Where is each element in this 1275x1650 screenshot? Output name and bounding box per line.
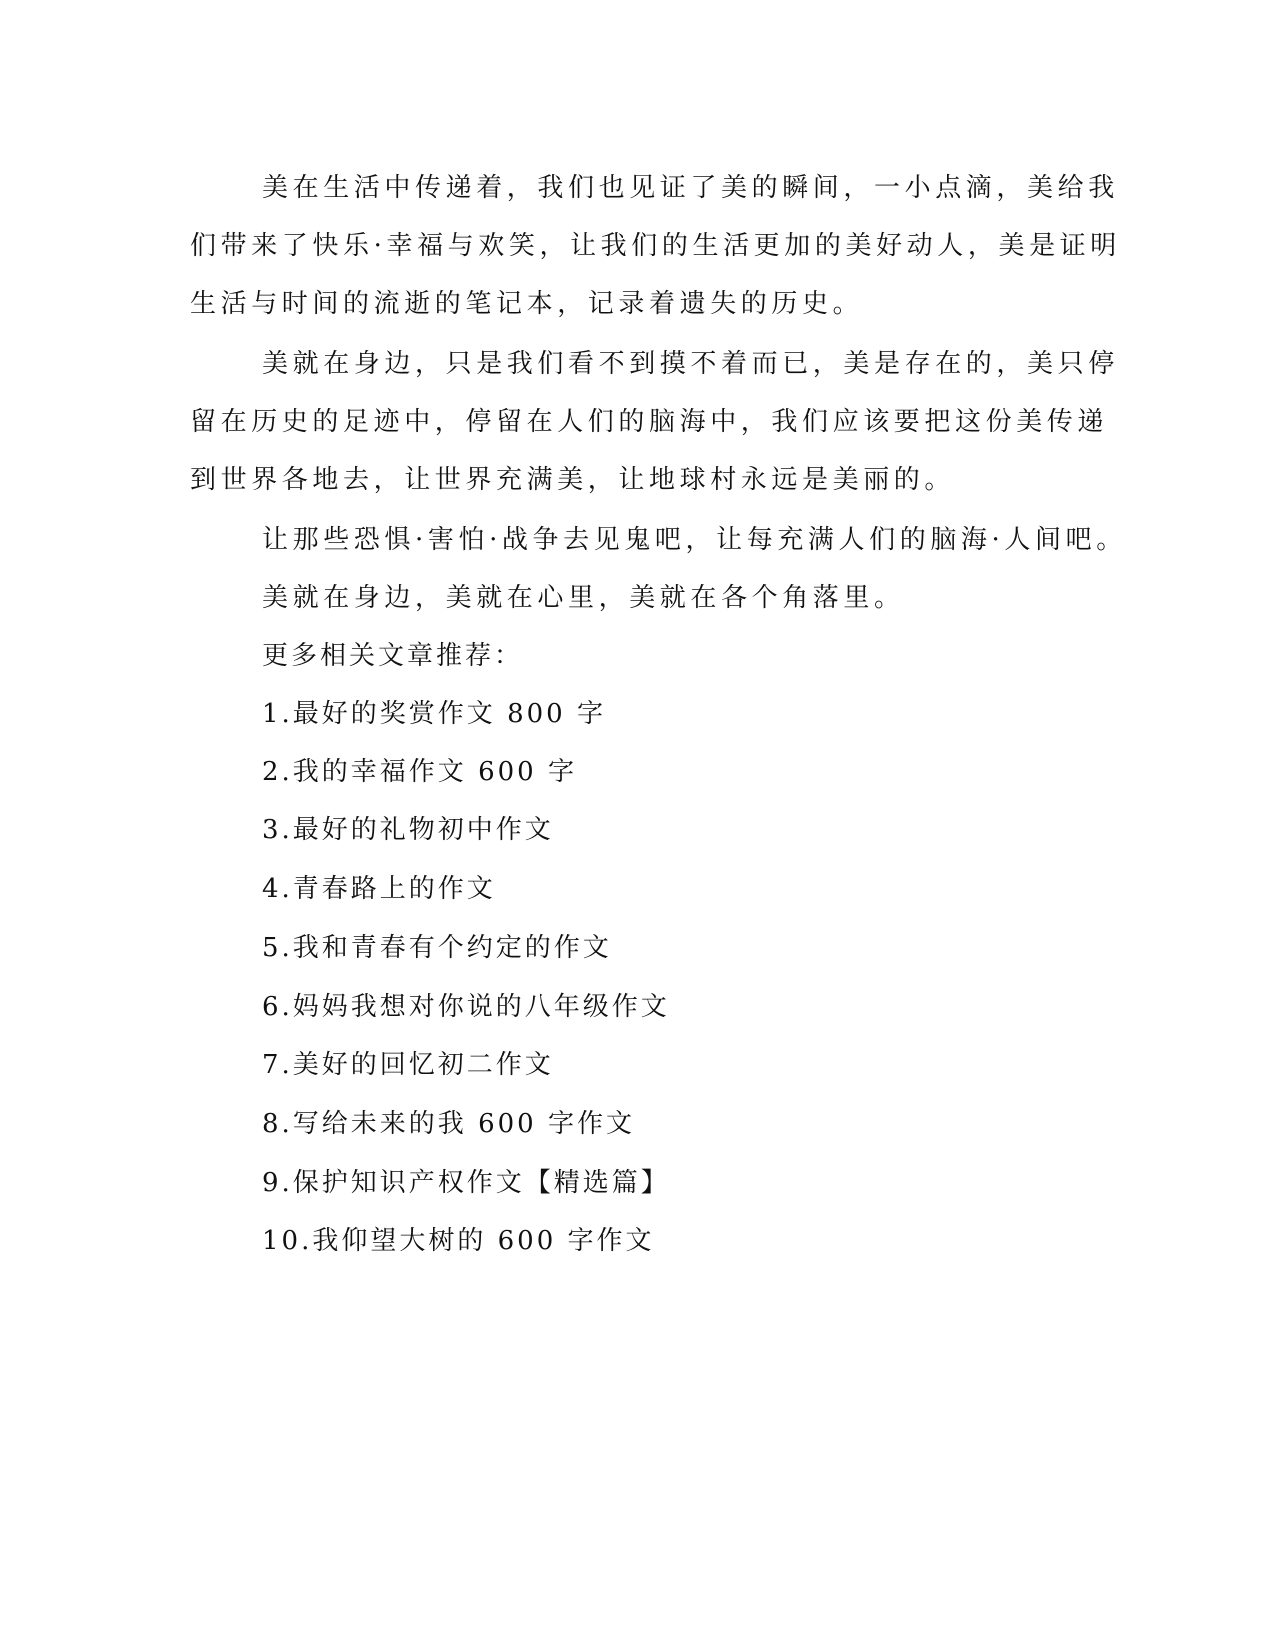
related-link[interactable]: 1.最好的奖赏作文 800 字 <box>262 699 606 729</box>
paragraph-line: 美就在身边，只是我们看不到摸不着而已，美是存在的，美只停 <box>262 349 1119 379</box>
paragraph-line: 们带来了快乐·幸福与欢笑，让我们的生活更加的美好动人，美是证明 <box>190 231 1121 261</box>
paragraph-line: 到世界各地去，让世界充满美，让地球村永远是美丽的。 <box>190 465 956 495</box>
paragraph-line: 美就在身边，美就在心里，美就在各个角落里。 <box>262 583 905 613</box>
paragraph-line: 让那些恐惧·害怕·战争去见鬼吧，让每充满人们的脑海·人间吧。 <box>262 525 1127 555</box>
related-link[interactable]: 7.美好的回忆初二作文 <box>262 1050 554 1080</box>
related-link[interactable]: 4.青春路上的作文 <box>262 874 496 904</box>
paragraph-line: 生活与时间的流逝的笔记本，记录着遗失的历史。 <box>190 289 864 319</box>
paragraph-line: 留在历史的足迹中，停留在人们的脑海中，我们应该要把这份美传递 <box>190 407 1109 437</box>
related-link[interactable]: 6.妈妈我想对你说的八年级作文 <box>262 992 670 1022</box>
related-link[interactable]: 2.我的幸福作文 600 字 <box>262 757 577 787</box>
related-heading: 更多相关文章推荐： <box>262 641 524 671</box>
paragraph-line: 美在生活中传递着，我们也见证了美的瞬间，一小点滴，美给我 <box>262 173 1119 203</box>
related-link[interactable]: 9.保护知识产权作文【精选篇】 <box>262 1168 670 1198</box>
related-link[interactable]: 8.写给未来的我 600 字作文 <box>262 1109 635 1139</box>
related-link[interactable]: 5.我和青春有个约定的作文 <box>262 933 612 963</box>
related-link[interactable]: 10.我仰望大树的 600 字作文 <box>262 1226 655 1256</box>
related-link[interactable]: 3.最好的礼物初中作文 <box>262 815 554 845</box>
